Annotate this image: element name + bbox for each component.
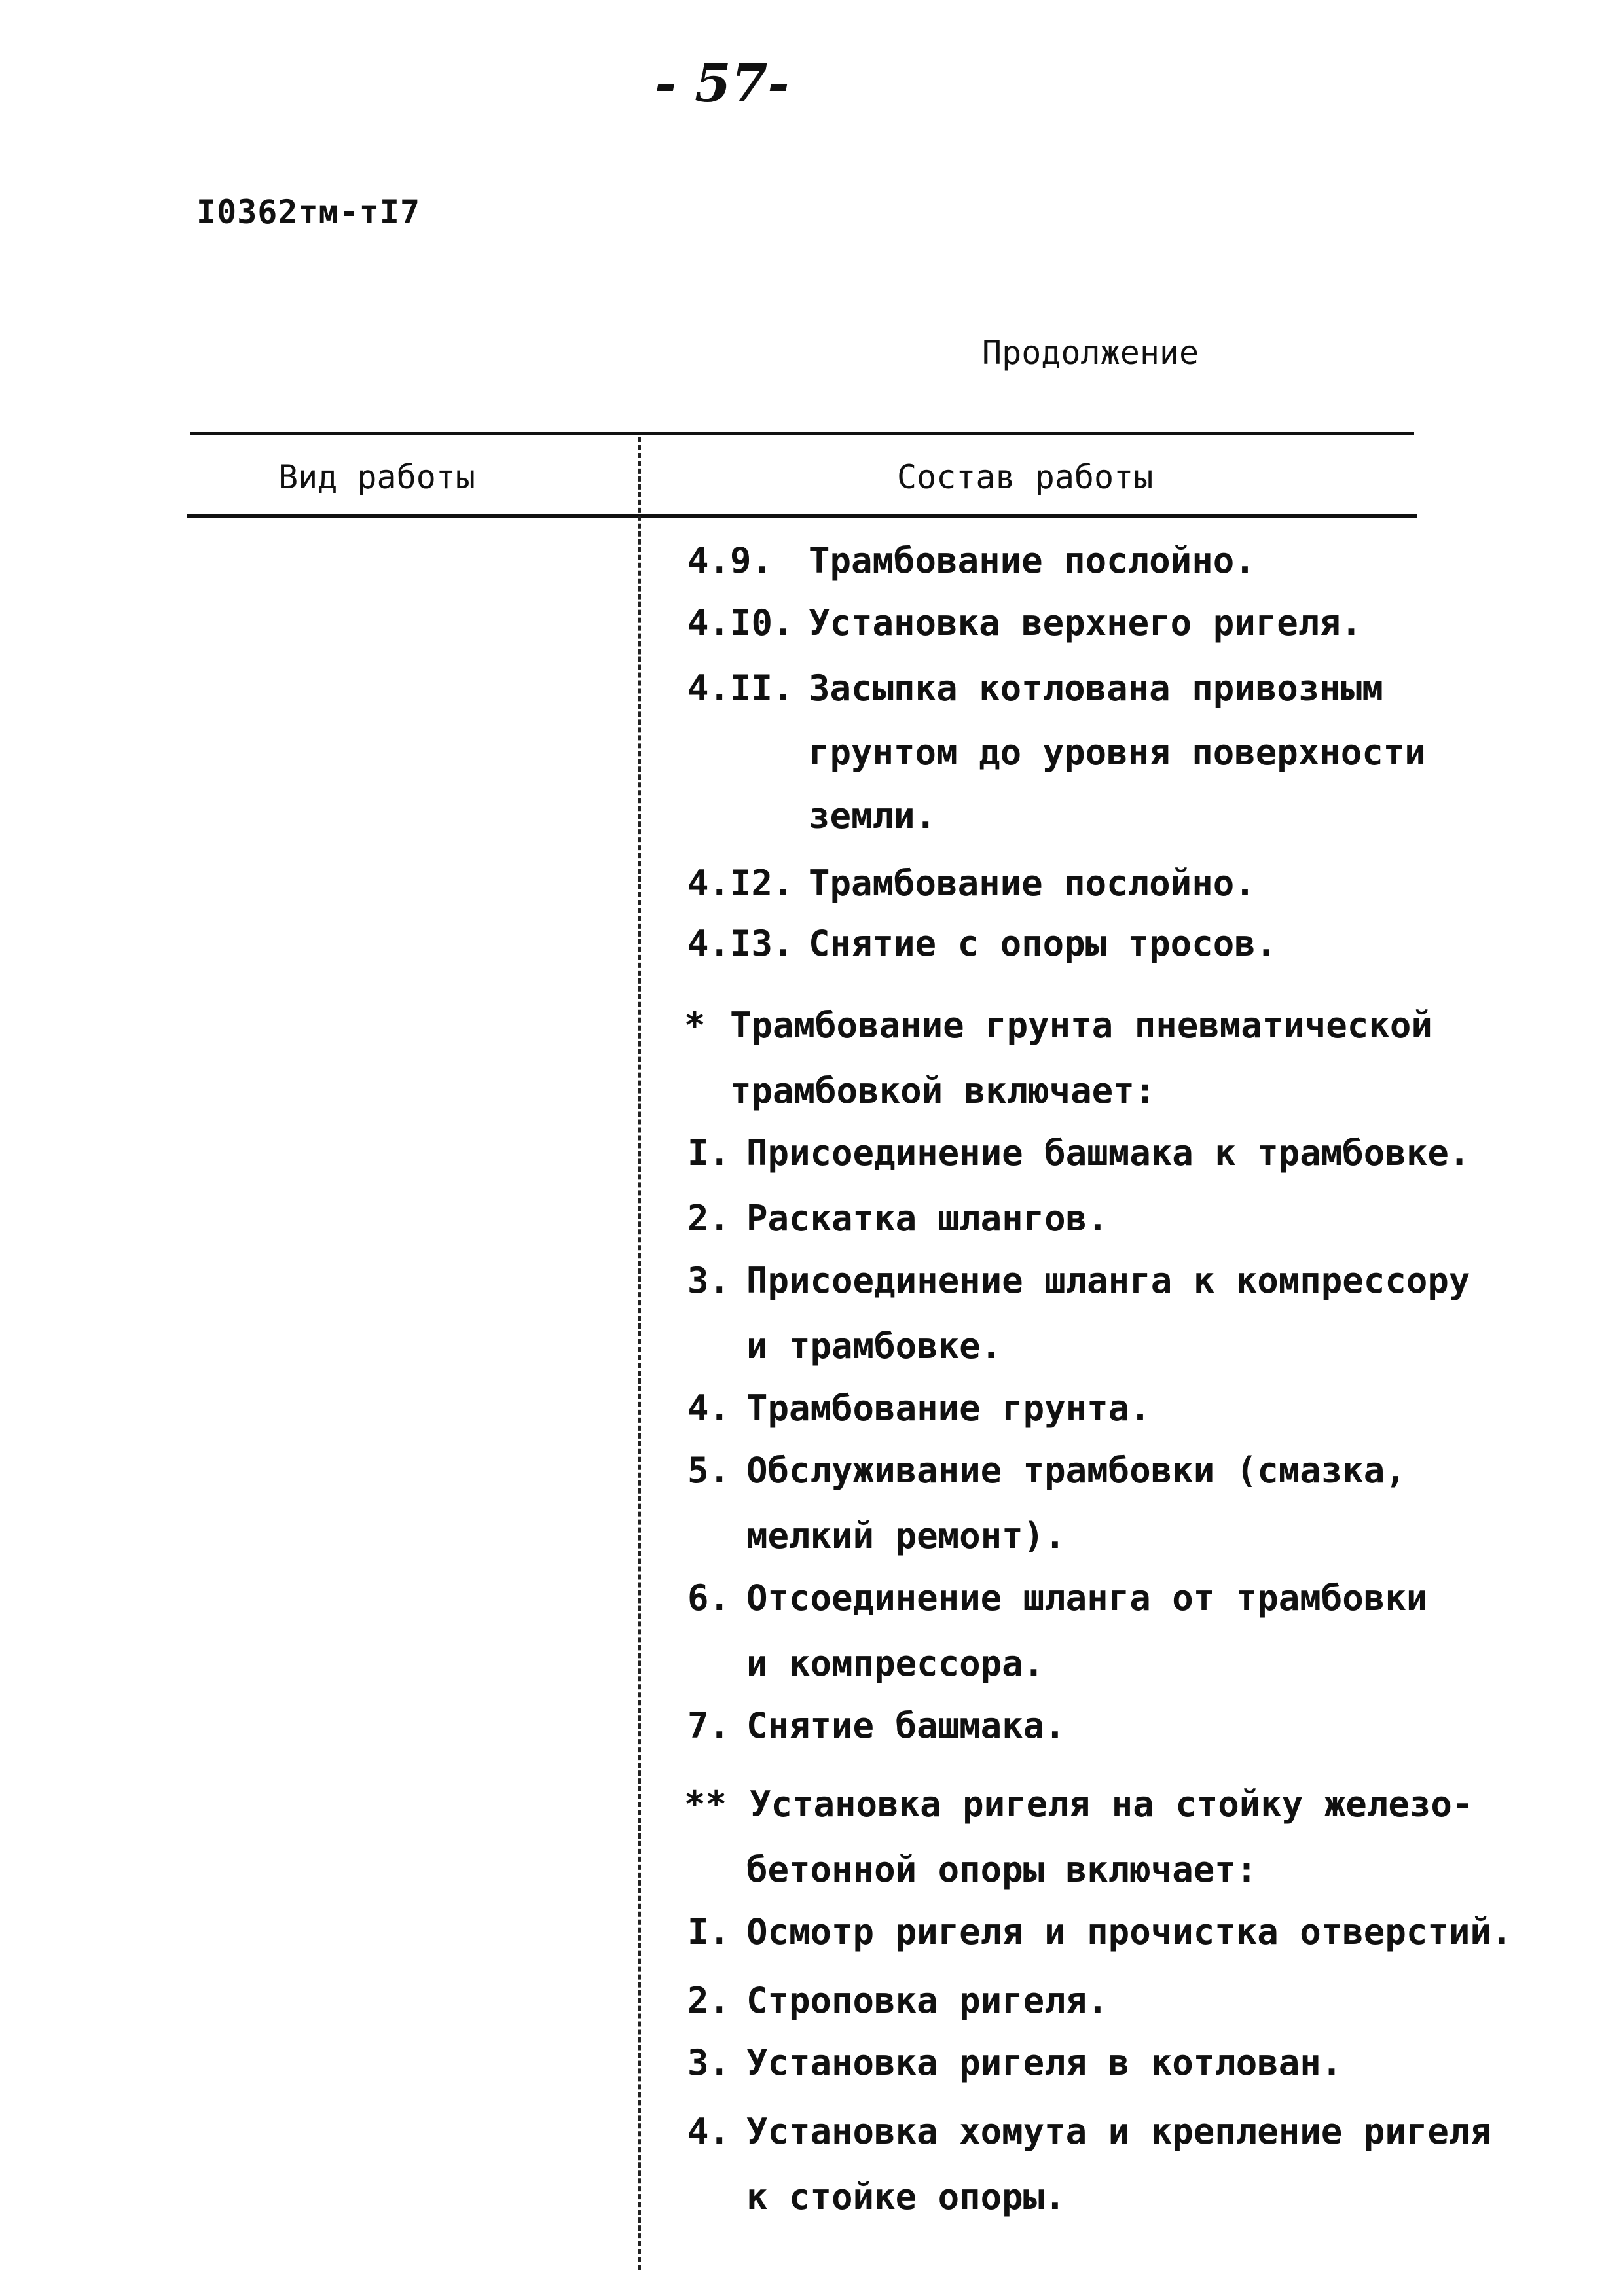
list-item-text: Трамбование грунта. [746, 1388, 1151, 1429]
list-item-text: трамбовкой включает: [730, 1070, 1156, 1111]
list-item-text: и компрессора. [746, 1643, 1045, 1684]
list-item-text: Снятие башмака. [746, 1705, 1066, 1746]
list-item-number: 2. [687, 1198, 731, 1239]
list-item-number: 4.9. [687, 540, 773, 581]
list-item-text: мелкий ремонт). [746, 1515, 1066, 1556]
list-item-number: 3. [687, 1260, 731, 1301]
list-item-text: Установка верхнего ригеля. [809, 602, 1362, 643]
list-item-text: Присоединение шланга к компрессору [746, 1260, 1470, 1301]
list-item-number: 6. [687, 1577, 731, 1619]
list-item-text: Трамбование грунта пневматической [730, 1005, 1432, 1046]
list-item-text: Засыпка котлована привозным [809, 668, 1383, 709]
column-divider [638, 437, 641, 2270]
document-id: I0362тм-тI7 [196, 193, 421, 231]
list-item-number: 4. [687, 2111, 731, 2152]
list-item-text: к стойке опоры. [746, 2176, 1066, 2217]
list-item-number: I. [687, 1132, 731, 1174]
list-item-text: бетонной опоры включает: [746, 1849, 1258, 1890]
list-item-number: 5. [687, 1450, 731, 1491]
list-item-text: Установка ригеля на стойку железо- [750, 1784, 1474, 1825]
list-item-text: Присоединение башмака к трамбовке. [746, 1132, 1470, 1174]
table-top-rule [190, 432, 1414, 435]
list-item-text: и трамбовке. [746, 1325, 1002, 1367]
list-item-text: Снятие с опоры тросов. [809, 923, 1277, 964]
list-item-text: Установка ригеля в котлован. [746, 2042, 1343, 2083]
list-item-number: 4.II. [687, 668, 794, 709]
list-item-text: Трамбование послойно. [809, 540, 1256, 581]
list-item-text: Обслуживание трамбовки (смазка, [746, 1450, 1406, 1491]
list-item-number: 4.I0. [687, 602, 794, 643]
list-item-text: Трамбование послойно. [809, 863, 1256, 904]
column-header-work-type: Вид работы [278, 458, 476, 496]
list-item-number: * [684, 1005, 706, 1046]
column-header-work-composition: Состав работы [897, 458, 1154, 496]
list-item-number: 7. [687, 1705, 731, 1746]
list-item-number: 4.I3. [687, 923, 794, 964]
list-item-text: Установка хомута и крепление ригеля [746, 2111, 1491, 2152]
list-item-number: I. [687, 1911, 731, 1952]
list-item-text: Раскатка шлангов. [746, 1198, 1108, 1239]
page-number: - 57- [655, 52, 790, 114]
list-item-number: 4. [687, 1388, 731, 1429]
list-item-number: 4.I2. [687, 863, 794, 904]
list-item-number: 3. [687, 2042, 731, 2083]
list-item-number: ** [684, 1784, 727, 1825]
list-item-text: Отсоединение шланга от трамбовки [746, 1577, 1428, 1619]
list-item-text: земли. [809, 795, 937, 836]
list-item-number: 2. [687, 1980, 731, 2021]
list-item-text: грунтом до уровня поверхности [809, 732, 1426, 773]
list-item-text: Осмотр ригеля и прочистка отверстий. [746, 1911, 1513, 1952]
continuation-label: Продолжение [982, 334, 1199, 372]
table-header-rule [187, 514, 1417, 518]
list-item-text: Строповка ригеля. [746, 1980, 1108, 2021]
